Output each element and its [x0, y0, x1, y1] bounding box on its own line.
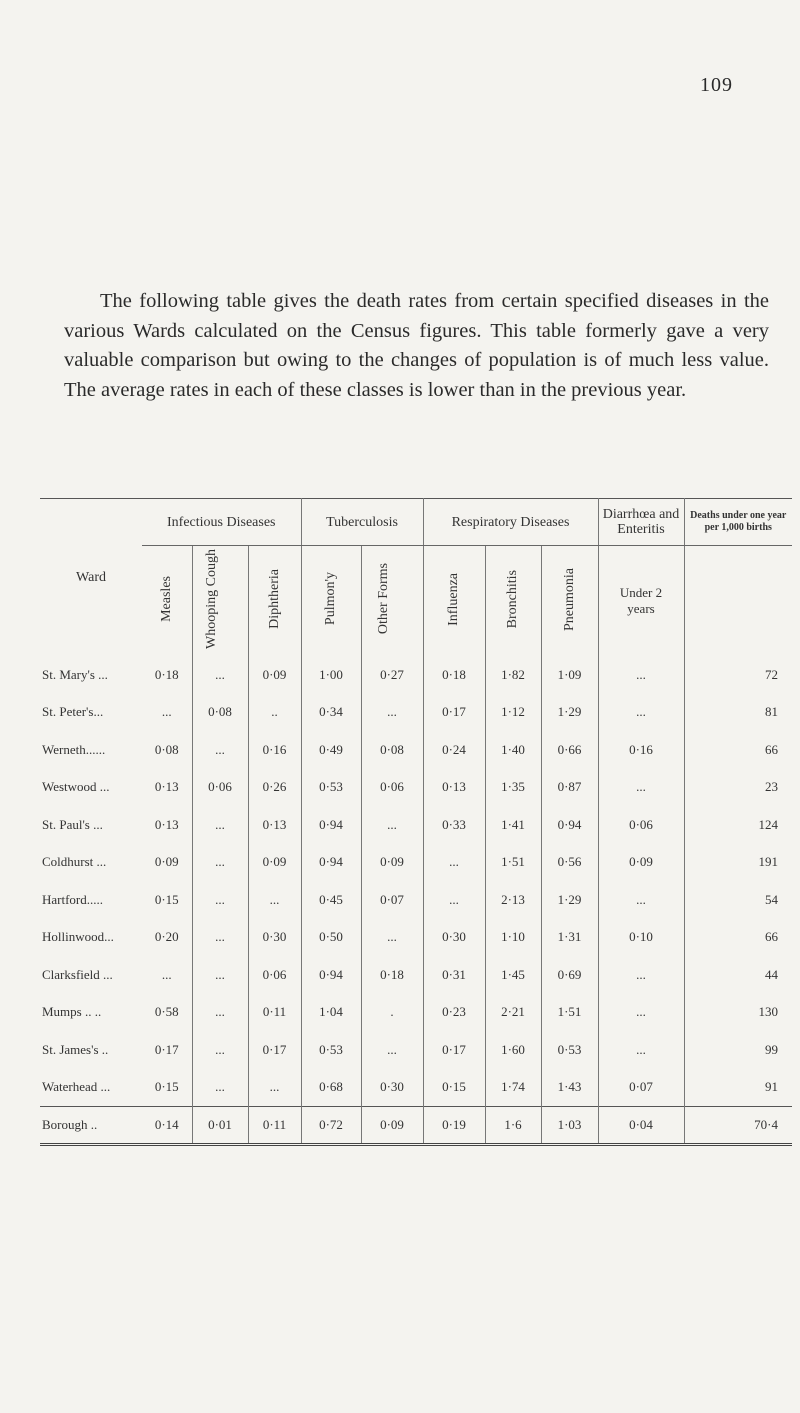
cell-pneumonia: 0·87	[541, 769, 598, 807]
cell-influenza: 0·30	[423, 919, 485, 957]
cell-deaths-rate: 72	[684, 656, 792, 694]
cell-diphtheria: 0·09	[248, 844, 301, 882]
cell-pneumonia: 0·53	[541, 1031, 598, 1069]
cell-other-forms: 0·30	[361, 1069, 423, 1107]
cell-other-forms: 0·08	[361, 731, 423, 769]
cell-measles: 0·18	[154, 666, 179, 682]
ward-name: St. James's ..	[42, 1041, 109, 1057]
cell-pulmonary: 0·34	[301, 694, 361, 732]
cell-bronchitis: 2·21	[485, 994, 541, 1032]
cell-deaths-rate: 54	[684, 881, 792, 919]
cell-bronchitis: 1·6	[485, 1107, 541, 1145]
cell-pulmonary: 0·94	[301, 806, 361, 844]
cell-bronchitis: 1·74	[485, 1069, 541, 1107]
cell-pulmonary: 0·53	[301, 769, 361, 807]
cell-deaths-rate: 66	[684, 731, 792, 769]
group-infectious-diseases: Infectious Diseases	[142, 499, 301, 546]
cell-other-forms: ...	[361, 806, 423, 844]
cell-pneumonia: 0·69	[541, 956, 598, 994]
cell-measles: 0·15	[154, 1079, 179, 1095]
group-tuberculosis: Tuberculosis	[301, 499, 423, 546]
cell-whooping-cough: ...	[192, 1069, 248, 1107]
cell-measles: 0·14	[142, 1107, 192, 1145]
cell-bronchitis: 1·60	[485, 1031, 541, 1069]
ward-name: Waterhead ...	[42, 1079, 111, 1095]
cell-other-forms: 0·18	[361, 956, 423, 994]
cell-measles: ...	[161, 966, 172, 982]
cell-diphtheria: 0·26	[248, 769, 301, 807]
cell-pulmonary: 0·68	[301, 1069, 361, 1107]
table-row	[40, 731, 792, 769]
col-under-2-years-label: Under 2 years	[619, 585, 663, 616]
col-whooping-cough-label: Whooping Cough	[204, 549, 219, 649]
col-diphtheria	[248, 546, 301, 657]
table-row	[40, 694, 792, 732]
cell-whooping-cough: ...	[192, 806, 248, 844]
cell-bronchitis: 1·10	[485, 919, 541, 957]
cell-under-2-years: ...	[598, 1031, 684, 1069]
cell-whooping-cough: 0·08	[192, 694, 248, 732]
cell-measles: 0·20	[154, 929, 179, 945]
col-measles-label: Measles	[158, 576, 174, 622]
cell-whooping-cough: ...	[192, 844, 248, 882]
ward-header: Ward	[76, 570, 106, 585]
cell-pulmonary: 0·94	[301, 844, 361, 882]
ward-name: St. Mary's ...	[42, 666, 108, 682]
cell-pneumonia: 0·56	[541, 844, 598, 882]
cell-other-forms: 0·09	[361, 844, 423, 882]
cell-pneumonia: 1·09	[541, 656, 598, 694]
cell-whooping-cough: ...	[192, 1031, 248, 1069]
cell-whooping-cough: ...	[192, 656, 248, 694]
cell-bronchitis: 1·35	[485, 769, 541, 807]
cell-deaths-rate: 44	[684, 956, 792, 994]
cell-influenza: ...	[423, 881, 485, 919]
cell-influenza: 0·23	[423, 994, 485, 1032]
col-other-forms	[361, 546, 423, 657]
cell-diphtheria: ..	[248, 694, 301, 732]
ward-name: Westwood ...	[42, 779, 110, 795]
cell-measles: 0·17	[154, 1041, 179, 1057]
table-row	[40, 1069, 792, 1107]
table-row	[40, 956, 792, 994]
cell-under-2-years: 0·04	[598, 1107, 684, 1145]
cell-under-2-years: 0·16	[598, 731, 684, 769]
page-number: 109	[700, 74, 733, 96]
col-pneumonia-label: Pneumonia	[561, 567, 577, 631]
col-influenza-label: Influenza	[446, 572, 461, 626]
cell-deaths-rate: 81	[684, 694, 792, 732]
cell-other-forms: ...	[361, 1031, 423, 1069]
cell-measles: 0·09	[154, 854, 179, 870]
cell-pulmonary: 1·04	[301, 994, 361, 1032]
col-pulmonary	[301, 546, 361, 657]
cell-influenza: 0·17	[423, 1031, 485, 1069]
col-other-forms-label: Other Forms	[376, 563, 391, 635]
cell-whooping-cough: ...	[192, 994, 248, 1032]
col-measles	[142, 546, 192, 657]
cell-bronchitis: 1·51	[485, 844, 541, 882]
cell-diphtheria: ...	[248, 1069, 301, 1107]
ward-name: Hollinwood...	[42, 929, 114, 945]
table-row	[40, 919, 792, 957]
cell-deaths-rate: 23	[684, 769, 792, 807]
intro-paragraph: The following table gives the death rates from certain specified diseases in the various Wards calculated on the Census figures. This table formerly gave a very valuable comparison but owing to the changes of population is of much less value. The average rates in each of these classes is lower than in the previous year.	[64, 290, 769, 401]
col-diphtheria-label: Diphtheria	[266, 569, 282, 629]
cell-diphtheria: 0·13	[248, 806, 301, 844]
cell-pulmonary: 0·50	[301, 919, 361, 957]
cell-under-2-years: ...	[598, 956, 684, 994]
cell-pneumonia: 1·29	[541, 694, 598, 732]
table-row	[40, 994, 792, 1032]
col-bronchitis-label: Bronchitis	[505, 569, 520, 629]
table-row	[40, 881, 792, 919]
cell-measles: ...	[161, 704, 172, 720]
cell-pneumonia: 0·94	[541, 806, 598, 844]
cell-diphtheria: 0·30	[248, 919, 301, 957]
cell-other-forms: ...	[361, 694, 423, 732]
cell-under-2-years: ...	[598, 656, 684, 694]
table-body	[40, 656, 792, 1145]
cell-under-2-years: 0·09	[598, 844, 684, 882]
cell-deaths-rate: 99	[684, 1031, 792, 1069]
cell-under-2-years: ...	[598, 694, 684, 732]
cell-measles: 0·13	[154, 779, 179, 795]
cell-bronchitis: 1·40	[485, 731, 541, 769]
cell-other-forms: ...	[361, 919, 423, 957]
cell-pulmonary: 0·45	[301, 881, 361, 919]
cell-influenza: 0·15	[423, 1069, 485, 1107]
cell-pulmonary: 0·72	[301, 1107, 361, 1145]
ward-name: Coldhurst ...	[42, 854, 107, 870]
cell-bronchitis: 1·82	[485, 656, 541, 694]
cell-influenza: 0·24	[423, 731, 485, 769]
ward-name: St. Peter's...	[42, 704, 104, 720]
group-respiratory-diseases: Respiratory Diseases	[423, 499, 598, 546]
cell-bronchitis: 2·13	[485, 881, 541, 919]
cell-pneumonia: 1·31	[541, 919, 598, 957]
col-deaths-rate	[684, 546, 792, 657]
cell-deaths-rate: 130	[684, 994, 792, 1032]
col-pneumonia	[541, 546, 598, 657]
cell-bronchitis: 1·45	[485, 956, 541, 994]
cell-diphtheria: 0·06	[248, 956, 301, 994]
cell-bronchitis: 1·41	[485, 806, 541, 844]
cell-diphtheria: 0·09	[248, 656, 301, 694]
cell-under-2-years: 0·10	[598, 919, 684, 957]
col-under-2-years	[598, 546, 684, 657]
cell-pneumonia: 0·66	[541, 731, 598, 769]
cell-influenza: 0·18	[423, 656, 485, 694]
table-row	[40, 656, 792, 694]
cell-pulmonary: 1·00	[301, 656, 361, 694]
ward-name: Borough ..	[40, 1107, 142, 1145]
cell-whooping-cough: ...	[192, 731, 248, 769]
ward-name: Hartford.....	[42, 891, 104, 907]
col-whooping-cough	[192, 546, 248, 657]
group-deaths-under-one-year: Deaths under one year per 1,000 births	[684, 499, 792, 546]
table-row	[40, 1031, 792, 1069]
cell-diphtheria: 0·11	[248, 1107, 301, 1145]
col-pulmonary-label: Pulmon'y	[323, 572, 338, 626]
cell-deaths-rate: 91	[684, 1069, 792, 1107]
death-rates-table	[40, 498, 792, 1146]
cell-diphtheria: 0·17	[248, 1031, 301, 1069]
cell-whooping-cough: 0·06	[192, 769, 248, 807]
cell-other-forms: 0·09	[361, 1107, 423, 1145]
cell-deaths-rate: 124	[684, 806, 792, 844]
ward-name: St. Paul's ...	[42, 816, 103, 832]
cell-influenza: 0·31	[423, 956, 485, 994]
cell-whooping-cough: ...	[192, 956, 248, 994]
cell-influenza: ...	[423, 844, 485, 882]
table-row	[40, 806, 792, 844]
cell-measles: 0·58	[154, 1004, 179, 1020]
cell-deaths-rate: 191	[684, 844, 792, 882]
cell-measles: 0·13	[154, 816, 179, 832]
cell-pneumonia: 1·29	[541, 881, 598, 919]
cell-diphtheria: 0·16	[248, 731, 301, 769]
cell-under-2-years: 0·06	[598, 806, 684, 844]
cell-influenza: 0·17	[423, 694, 485, 732]
cell-diphtheria: 0·11	[248, 994, 301, 1032]
group-diarrhoea-enteritis: Diarrhœa and Enteritis	[598, 499, 684, 546]
col-bronchitis	[485, 546, 541, 657]
cell-whooping-cough: ...	[192, 919, 248, 957]
cell-pneumonia: 1·51	[541, 994, 598, 1032]
table-row	[40, 844, 792, 882]
cell-pneumonia: 1·43	[541, 1069, 598, 1107]
cell-measles: 0·15	[154, 891, 179, 907]
ward-name: Clarksfield ...	[42, 966, 113, 982]
cell-deaths-rate: 66	[684, 919, 792, 957]
cell-pulmonary: 0·53	[301, 1031, 361, 1069]
cell-pulmonary: 0·49	[301, 731, 361, 769]
cell-under-2-years: ...	[598, 881, 684, 919]
cell-other-forms: 0·07	[361, 881, 423, 919]
cell-pneumonia: 1·03	[541, 1107, 598, 1145]
ward-name: Mumps .. ..	[42, 1004, 102, 1020]
cell-influenza: 0·33	[423, 806, 485, 844]
cell-pulmonary: 0·94	[301, 956, 361, 994]
cell-influenza: 0·13	[423, 769, 485, 807]
cell-influenza: 0·19	[423, 1107, 485, 1145]
cell-diphtheria: ...	[248, 881, 301, 919]
borough-total-row	[40, 1107, 792, 1145]
cell-other-forms: .	[361, 994, 423, 1032]
cell-whooping-cough: ...	[192, 881, 248, 919]
col-influenza	[423, 546, 485, 657]
cell-under-2-years: ...	[598, 769, 684, 807]
ward-name: Werneth......	[42, 741, 106, 757]
cell-under-2-years: ...	[598, 994, 684, 1032]
cell-whooping-cough: 0·01	[192, 1107, 248, 1145]
table-row	[40, 769, 792, 807]
cell-other-forms: 0·27	[361, 656, 423, 694]
cell-bronchitis: 1·12	[485, 694, 541, 732]
cell-other-forms: 0·06	[361, 769, 423, 807]
cell-measles: 0·08	[154, 741, 179, 757]
cell-under-2-years: 0·07	[598, 1069, 684, 1107]
cell-deaths-rate: 70·4	[684, 1107, 792, 1145]
